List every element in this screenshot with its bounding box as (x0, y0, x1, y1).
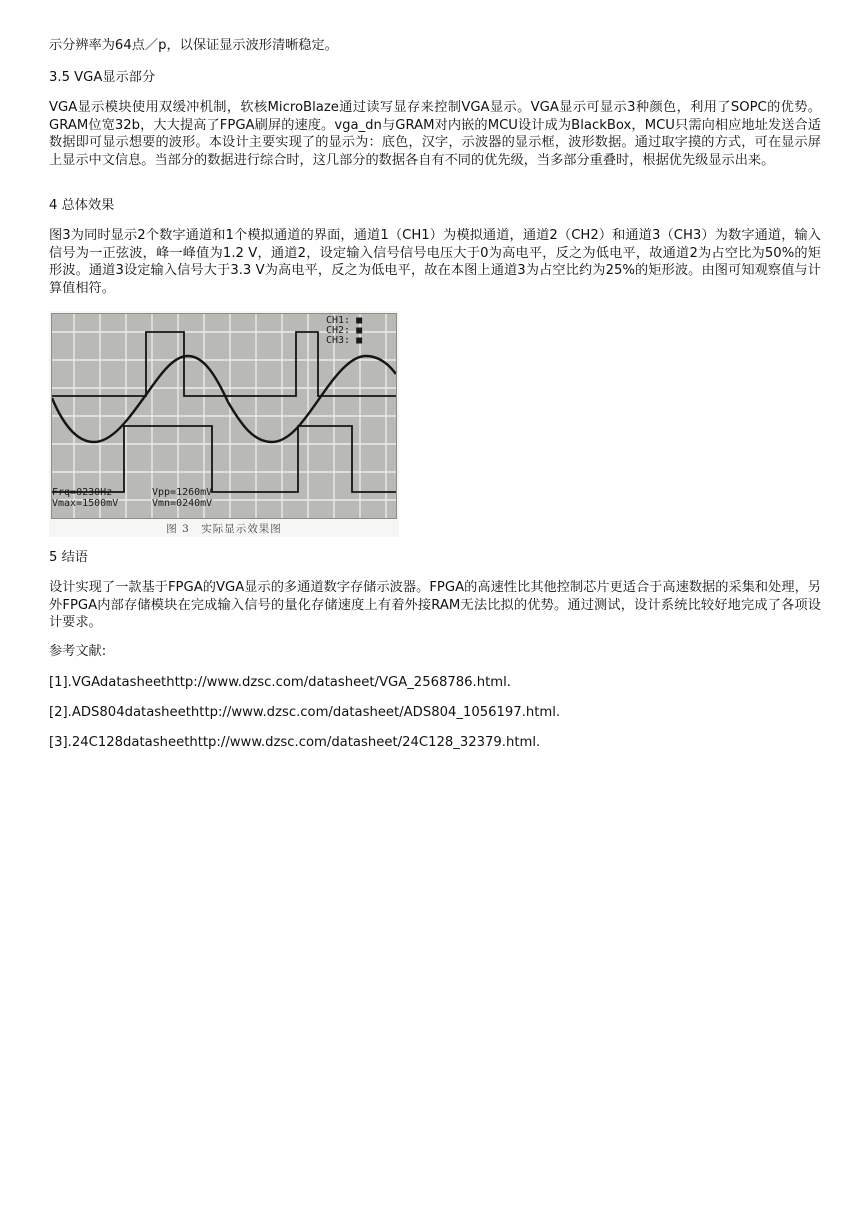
vpp-readout: Vpp=1260mV (152, 487, 213, 498)
reference-item-1: [1].VGAdatasheethttp://www.dzsc.com/datasheet/VGA_2568786.html. (49, 675, 511, 690)
references-heading: 参考文献: (49, 644, 107, 659)
ch1-sine-trace (52, 356, 396, 442)
conclusion-paragraph: 设计实现了一款基于FPGA的VGA显示的多通道数字存储示波器。FPGA的高速性比其他控制芯片更适合于高速数据的采集和处理，另外FPGA内部存储模块在完成输入信号的量化存储速度上有着外接RAM无法比拟的优势。通过测试，设计系统比较好地完成了各项设计要求。 (49, 580, 821, 630)
frequency-readout: Frq=0230Hz (52, 487, 113, 498)
oscilloscope-screenshot (51, 313, 397, 519)
ch2-square-trace (52, 426, 396, 492)
overall-effect-paragraph: 图3为同时显示2个数字通道和1个模拟通道的界面，通道1（CH1）为模拟通道，通道2（CH2）和通道3（CH3）为数字通道，输入信号为一正弦波，峰一峰值为1.2 V，通道2，设定输入信号信号电压大于0为高电平，反之为低电平，故通道2为占空比为50%的矩形波。通道3设定输入信号大于3.3 V为高电平，反之为低电平，故在本图上通道3为占空比约为25%的矩形波。由图可知观察值与计算值相符。 (49, 228, 821, 296)
ch1-legend: CH1: ■ (326, 315, 363, 326)
reference-item-3: [3].24C128datasheethttp://www.dzsc.com/datasheet/24C128_32379.html. (49, 735, 541, 750)
figure-3 (49, 311, 399, 537)
vmn-readout: Vmn=0240mV (152, 498, 213, 509)
section-5-heading: 5 结语 (49, 550, 88, 565)
section-4-heading: 4 总体效果 (49, 198, 115, 213)
reference-item-2: [2].ADS804datasheethttp://www.dzsc.com/datasheet/ADS804_1056197.html. (49, 705, 561, 720)
vmax-readout: Vmax=1500mV (52, 498, 119, 509)
intro-paragraph: 示分辨率为64点／p，以保证显示波形清晰稳定。 (49, 38, 338, 53)
ch3-legend: CH3: ■ (326, 335, 363, 346)
section-3-5-heading: 3.5 VGA显示部分 (49, 70, 156, 85)
vga-display-paragraph: VGA显示模块使用双缓冲机制，软核MicroBlaze通过读写显存来控制VGA显示。VGA显示可显示3种颜色，利用了SOPC的优势。GRAM位宽32b，大大提高了FPGA刷屏的速度。vga_dn与GRAM对内嵌的MCU设计成为BlackBox，MCU只需向相应地址发送合适数据即可显示想要的波形。本设计主要实现了的显示为：底色，汉字，示波器的显示框，波形数据。通过取字摸的方式，可在显示屏上显示中文信息。当部分的数据进行综合时，这几部分的数据各自有不同的优先级，当多部分重叠时，根据优先级显示出来。 (49, 100, 821, 168)
ch2-legend: CH2: ■ (326, 325, 363, 336)
figure-caption: 图 3 实际显示效果图 (166, 523, 282, 535)
